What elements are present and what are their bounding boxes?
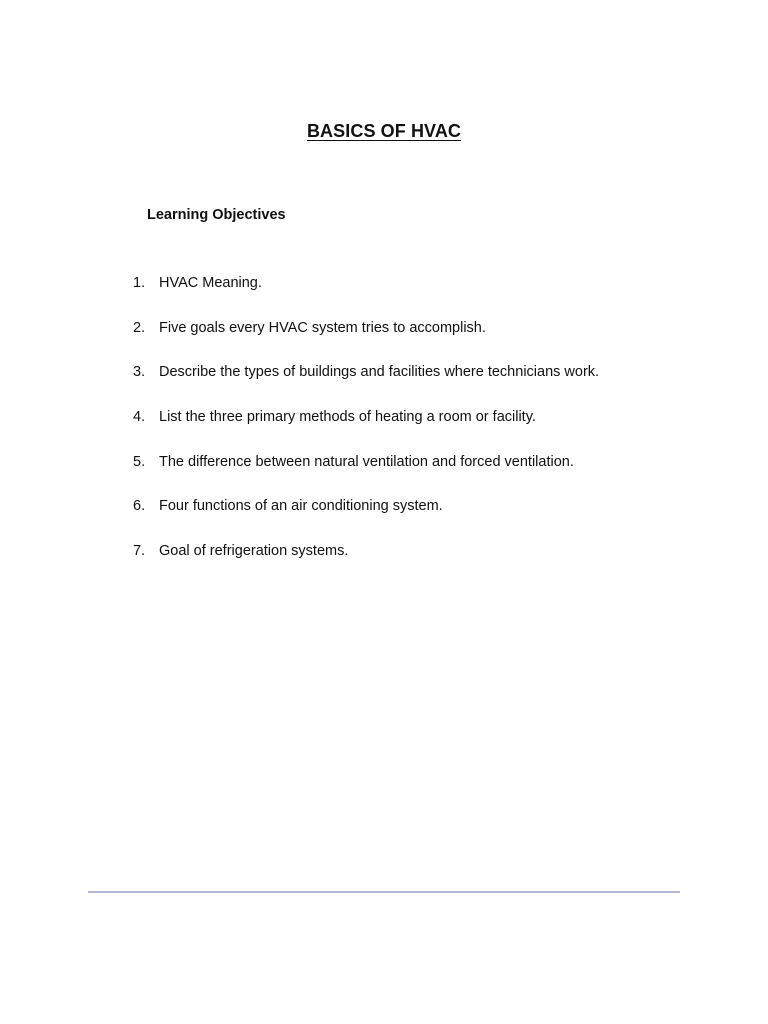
list-item-number: 7. [133,543,146,560]
list-item-number: 2. [133,319,146,336]
list-item-number: 4. [133,409,146,426]
list-item-number: 3. [133,364,146,381]
list-item-number: 6. [133,498,146,515]
list-item-text: HVAC Meaning. [159,275,262,291]
learning-objectives-heading: Learning Objectives [147,207,286,223]
list-item-number: 5. [133,453,146,470]
list-item-text: Describe the types of buildings and facilities where technicians work. [159,364,600,381]
document-title: BASICS OF HVAC [306,121,462,141]
list-item-number: 1. [133,275,146,291]
footer-divider [88,891,680,893]
list-item-text: Five goals every HVAC system tries to accomplish. [159,319,486,336]
list-item-text: Goal of refrigeration systems. [159,543,349,560]
list-item-text: The difference between natural ventilation and forced ventilation. [159,453,574,470]
list-item-text: List the three primary methods of heating a room or facility. [159,409,536,426]
list-item-text: Four functions of an air conditioning system. [159,498,443,515]
